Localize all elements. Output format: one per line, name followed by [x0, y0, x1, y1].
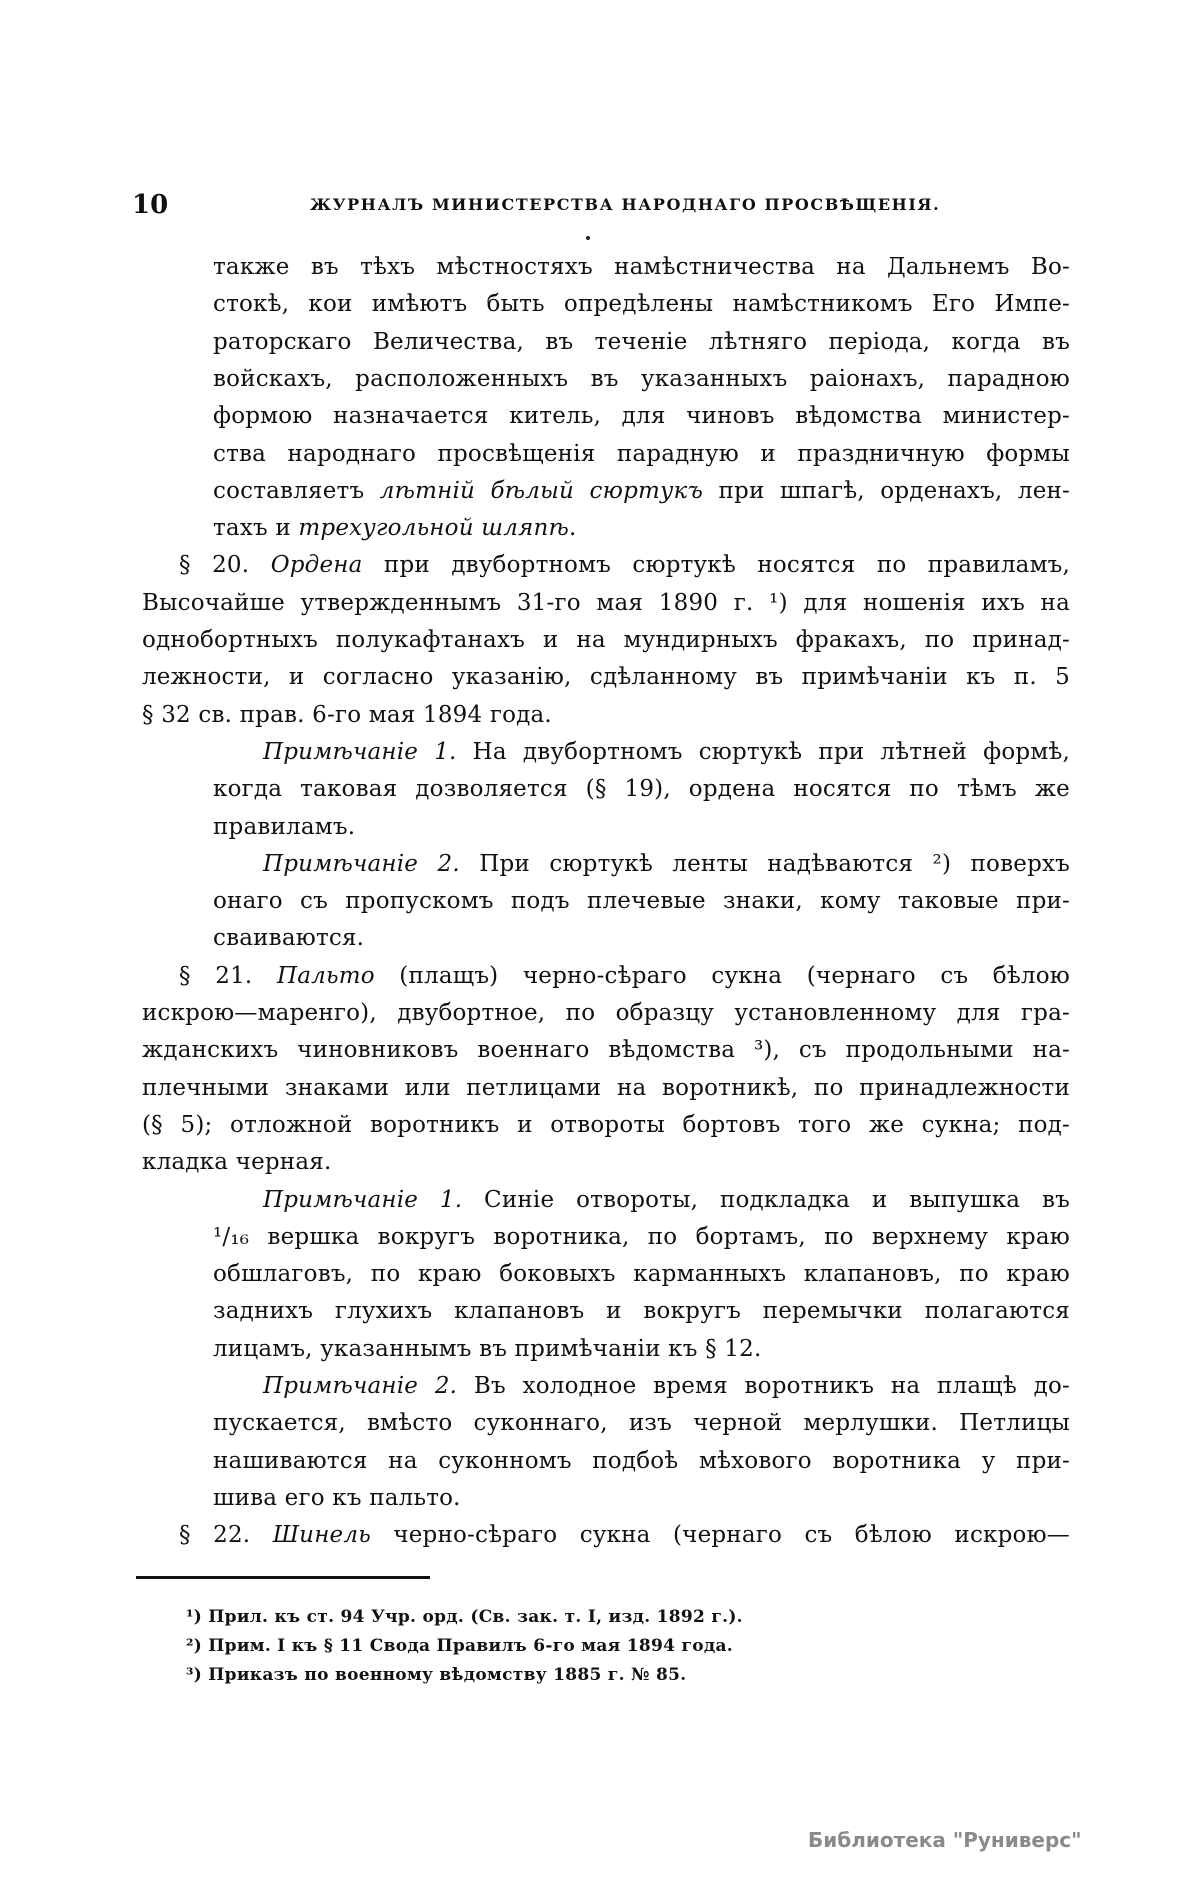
- text-run: § 22.: [179, 1522, 273, 1549]
- text-run: На двубортномъ сюртукѣ при лѣтней формѣ,: [456, 738, 1071, 765]
- text-run: войскахъ, расположенныхъ въ указанныхъ раіонахъ, парадною: [213, 365, 1070, 392]
- text-line: [179, 547, 1070, 584]
- text-run: также въ тѣхъ мѣстностяхъ намѣстничества на Дальнемъ Во-: [213, 254, 1070, 280]
- text-line: [213, 510, 1070, 547]
- text-run: правиламъ.: [213, 813, 356, 840]
- text-run: лежности, и согласно указанію, сдѣланному въ примѣчаніи къ п. 5: [142, 664, 1070, 691]
- text-run: .: [569, 515, 577, 542]
- text-line: [213, 361, 1070, 398]
- text-run: черно-сѣраго сукна (чернаго съ бѣлою искрою—: [370, 1522, 1070, 1549]
- text-run: § 32 св. прав. 6-го мая 1894 года.: [142, 701, 552, 728]
- text-line: [213, 249, 1070, 286]
- text-run: (§ 5); отложной воротникъ и отвороты бортовъ того же сукна; под-: [142, 1111, 1070, 1138]
- italic-term: Примѣчаніе 1.: [263, 738, 457, 765]
- text-run: Синіе отвороты, подкладка и выпушка въ: [462, 1186, 1070, 1213]
- text-line: [213, 1219, 1070, 1256]
- text-run: ¹/₁₆ вершка вокругъ воротника, по бортамъ, по верхнему краю: [213, 1223, 1070, 1250]
- text-line: [213, 809, 1070, 846]
- text-run: пускается, вмѣсто суконнаго, изъ черной мерлушки. Петлицы: [213, 1410, 1070, 1437]
- text-line: [142, 1032, 1070, 1069]
- italic-term: лѣтній бѣлый сюртукъ: [379, 477, 704, 504]
- page-number: 10: [132, 190, 169, 220]
- text-run: шива его къ пальто.: [213, 1484, 461, 1511]
- text-run: Высочайше утвержденнымъ 31-го мая 1890 г. ¹) для ношенія ихъ на: [142, 589, 1070, 616]
- text-run: сваиваются.: [213, 925, 365, 952]
- text-line: [213, 1256, 1070, 1293]
- text-line: [213, 1405, 1070, 1442]
- running-title: ЖУРНАЛЪ МИНИСТЕРСТВА НАРОДНАГО ПРОСВѢЩЕНІЯ.: [310, 195, 941, 214]
- text-run: стокѣ, кои имѣютъ быть опредѣлены намѣстникомъ Его Импе-: [213, 291, 1070, 318]
- text-line: [142, 1107, 1070, 1144]
- text-line: [213, 1293, 1070, 1330]
- text-run: кладка черная.: [142, 1149, 332, 1176]
- italic-term: Примѣчаніе 2.: [263, 1373, 458, 1399]
- italic-term: Шинель: [272, 1522, 371, 1549]
- text-line: [142, 1070, 1070, 1107]
- text-line: [263, 734, 1070, 771]
- text-line: [213, 473, 1070, 510]
- footnote-separator: [136, 1576, 430, 1579]
- text-line: [142, 697, 1070, 734]
- text-run: Въ холодное время воротникъ на плащѣ до-: [457, 1373, 1070, 1399]
- text-line: [213, 920, 1070, 957]
- text-run: раторскаго Величества, въ теченіе лѣтняго періода, когда въ: [213, 328, 1070, 355]
- text-line: [213, 771, 1070, 808]
- text-run: заднихъ глухихъ клапановъ и вокругъ перемычки полагаются: [213, 1298, 1070, 1325]
- text-run: лицамъ, указаннымъ въ примѣчаніи къ § 12.: [213, 1335, 762, 1362]
- text-run: § 20.: [179, 552, 271, 579]
- text-line: [142, 995, 1070, 1032]
- text-line: [263, 1368, 1070, 1405]
- text-run: при шпагѣ, орденахъ, лен-: [703, 477, 1071, 504]
- text-line: [213, 1331, 1070, 1368]
- footnote-1: ¹) Прил. къ ст. 94 Учр. орд. (Св. зак. т. I, изд. 1892 г.).: [186, 1607, 743, 1627]
- italic-term: трехугольной шляпѣ: [298, 515, 569, 542]
- text-line: [213, 883, 1070, 920]
- text-run: § 21.: [179, 962, 277, 989]
- text-run: составляетъ: [213, 477, 380, 504]
- text-run: формою назначается китель, для чиновъ вѣдомства министер-: [213, 403, 1070, 430]
- italic-term: Пальто: [276, 962, 375, 989]
- text-line: [142, 622, 1070, 659]
- text-run: При сюртукѣ ленты надѣваются ²) поверхъ: [459, 850, 1070, 877]
- italic-term: Ордена: [270, 552, 363, 579]
- footnote-3: ³) Приказъ по военному вѣдомству 1885 г. № 85.: [186, 1665, 687, 1685]
- text-run: однобортныхъ полукафтанахъ и на мундирныхъ фракахъ, по принад-: [142, 627, 1070, 653]
- text-run: нашиваются на суконномъ подбоѣ мѣхового воротника у при-: [213, 1447, 1070, 1474]
- footnote-2: ²) Прим. I къ § 11 Свода Правилъ 6-го мая 1894 года.: [186, 1636, 733, 1656]
- text-line: [213, 398, 1070, 435]
- text-line: [213, 1480, 1070, 1517]
- text-line: [179, 1517, 1070, 1554]
- italic-term: Примѣчаніе 2.: [263, 850, 460, 877]
- text-run: ства народнаго просвѣщенія парадную и праздничную формы: [213, 440, 1070, 467]
- text-line: [213, 286, 1070, 323]
- text-run: (плащъ) черно-сѣраго сукна (чернаго съ бѣлою: [374, 962, 1070, 989]
- text-line: [179, 958, 1070, 995]
- text-line: [142, 659, 1070, 696]
- library-watermark: Библиотека "Руниверс": [808, 1828, 1082, 1852]
- text-line: [142, 585, 1070, 622]
- text-line: [263, 1182, 1070, 1219]
- text-run: онаго съ пропускомъ подъ плечевые знаки, кому таковые при-: [213, 888, 1070, 915]
- text-run: при двубортномъ сюртукѣ носятся по правиламъ,: [362, 552, 1070, 579]
- text-run: обшлаговъ, по краю боковыхъ карманныхъ клапановъ, по краю: [213, 1261, 1070, 1288]
- text-line: [213, 1443, 1070, 1480]
- text-line: [263, 846, 1070, 883]
- text-run: тахъ и: [213, 515, 299, 542]
- text-line: [213, 324, 1070, 361]
- text-run: жданскихъ чиновниковъ военнаго вѣдомства ³), съ продольными на-: [142, 1037, 1070, 1064]
- text-run: плечными знаками или петлицами на воротникѣ, по принадлежности: [142, 1074, 1070, 1101]
- print-speck: [586, 236, 590, 240]
- text-run: когда таковая дозволяется (§ 19), ордена носятся по тѣмъ же: [213, 776, 1070, 803]
- italic-term: Примѣчаніе 1.: [263, 1186, 463, 1213]
- text-line: [142, 1144, 1070, 1181]
- text-run: искрою—маренго), двубортное, по образцу установленному для гра-: [142, 1000, 1070, 1026]
- text-line: [213, 436, 1070, 473]
